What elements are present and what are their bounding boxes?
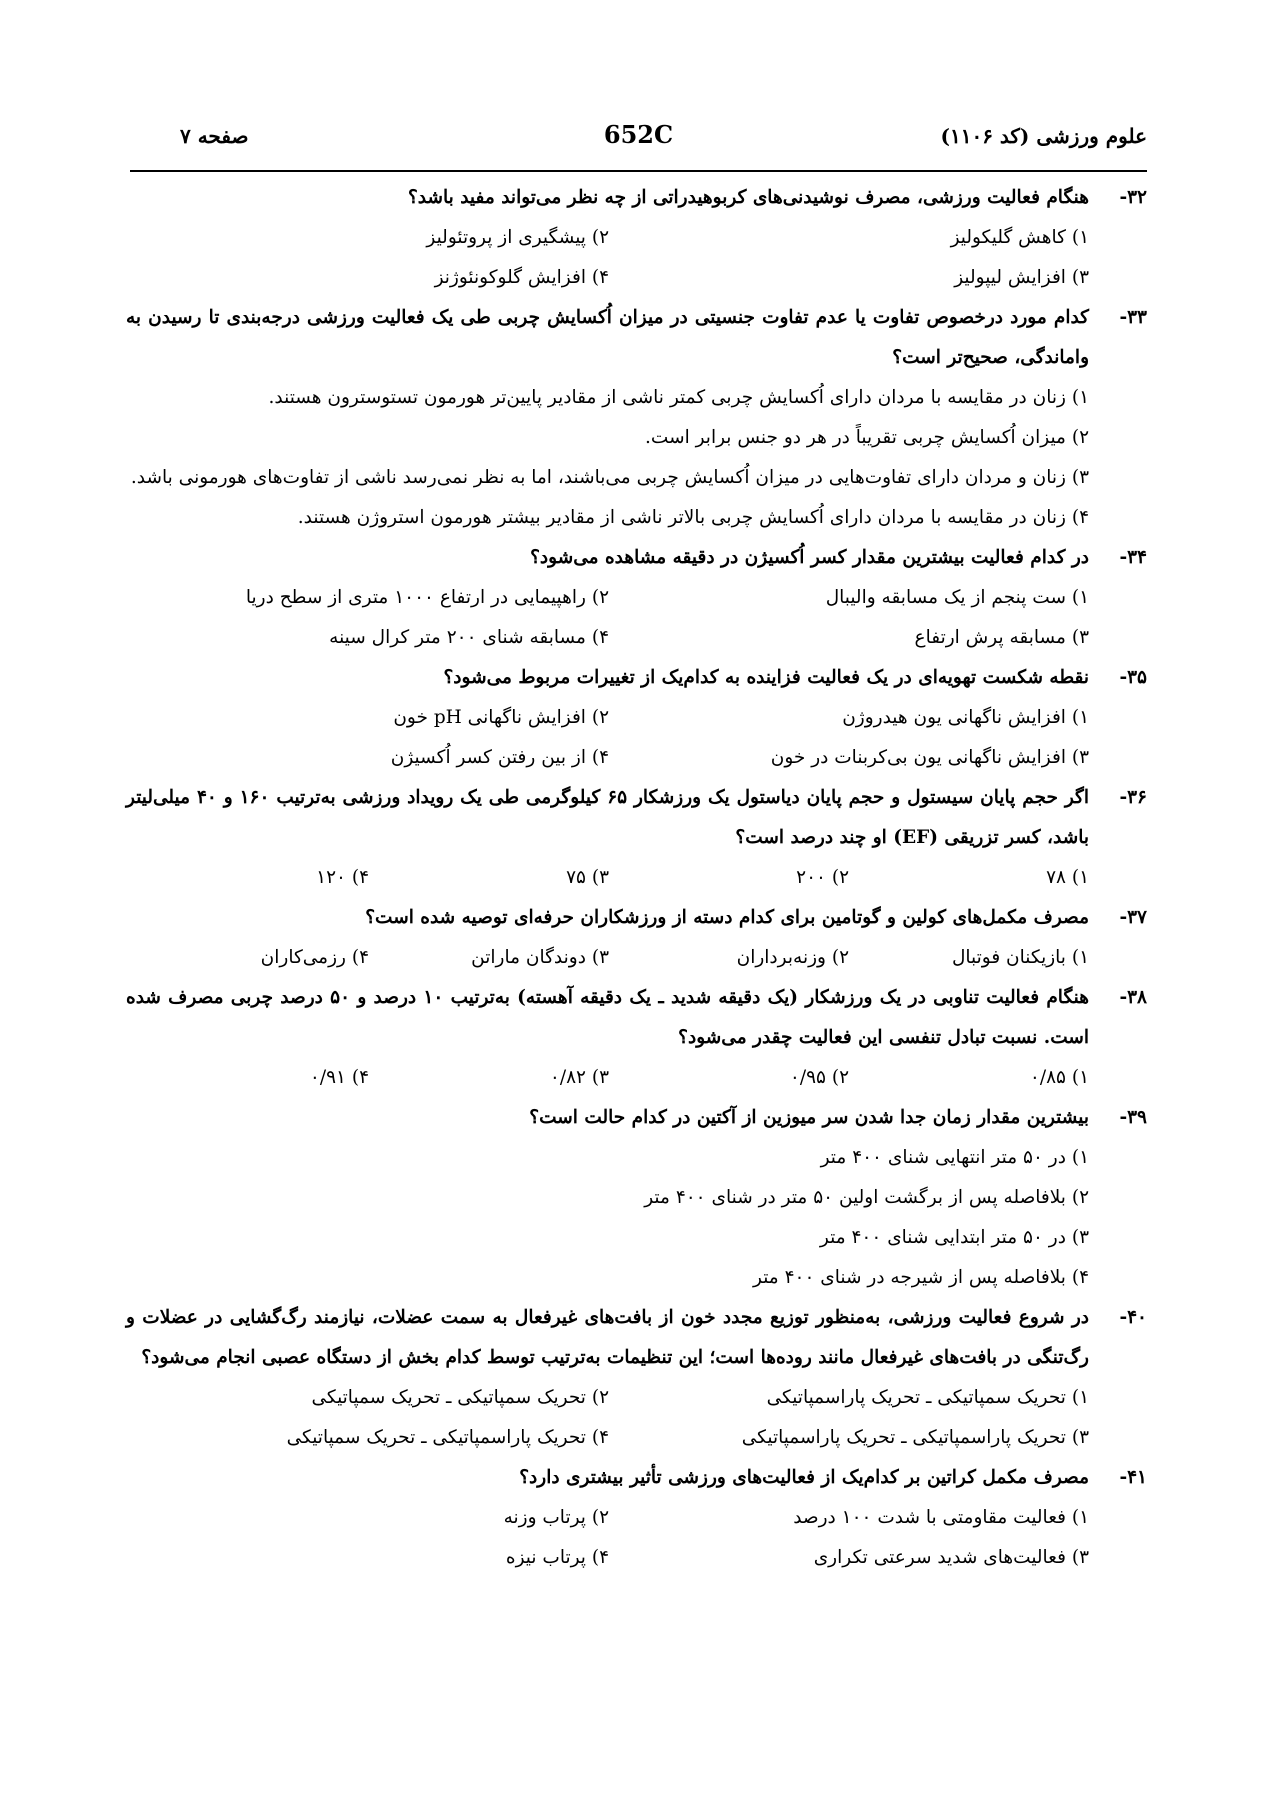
option-1[interactable]: ۱) بازیکنان فوتبال — [951, 947, 1089, 968]
option-1[interactable]: ۱) در ۵۰ متر انتهایی شنای ۴۰۰ متر — [820, 1147, 1089, 1168]
header-divider — [130, 170, 1147, 172]
options — [126, 1058, 1089, 1098]
question-number: ۳۹- — [1119, 1107, 1147, 1128]
option-4[interactable]: ۴) مسابقه شنای ۲۰۰ متر کرال سینه — [329, 627, 609, 648]
question-34 — [126, 538, 1147, 658]
option-2[interactable]: ۲) ۰/۹۵ — [789, 1067, 849, 1088]
question-number: ۳۶- — [1119, 787, 1147, 808]
options — [126, 1138, 1089, 1298]
question-text: هنگام فعالیت تناوبی در یک ورزشکار (یک دقیقه شدید ـ یک دقیقه آهسته) به‌ترتیب ۱۰ درصد و ۵۰ درصد چربی مصرف شده است. نسبت تبادل تنفسی این فعالیت چقدر می‌شود؟ — [126, 987, 1089, 1048]
option-2[interactable]: ۲) افزایش ناگهانی pH خون — [393, 707, 609, 728]
booklet-code: 652C — [603, 120, 674, 149]
option-3[interactable]: ۳) ۷۵ — [566, 867, 609, 888]
option-2[interactable]: ۲) تحریک سمپاتیکی ـ تحریک سمپاتیکی — [311, 1387, 609, 1408]
page-header — [130, 120, 1147, 154]
option-4[interactable]: ۴) ۱۲۰ — [316, 867, 369, 888]
options — [126, 378, 1089, 538]
option-3[interactable]: ۳) فعالیت‌های شدید سرعتی تکراری — [813, 1547, 1089, 1568]
option-2[interactable]: ۲) پیشگیری از پروتئولیز — [426, 227, 609, 248]
question-37 — [126, 898, 1147, 978]
options — [126, 1498, 1089, 1578]
options — [126, 218, 1089, 298]
question-text: در شروع فعالیت ورزشی، به‌منظور توزیع مجدد خون از بافت‌های غیرفعال به سمت عضلات، نیازمند رگ‌گشایی در عضلات و رگ‌تنگی در بافت‌های غیرفعال مانند روده‌ها است؛ این تنظیمات به‌ترتیب توسط کدام بخش از دستگاه عصبی انجام می‌شود؟ — [126, 1307, 1089, 1368]
question-number: ۴۰- — [1119, 1307, 1147, 1328]
question-40 — [126, 1298, 1147, 1458]
question-number: ۳۳- — [1119, 307, 1147, 328]
option-1[interactable]: ۱) تحریک سمپاتیکی ـ تحریک پاراسمپاتیکی — [766, 1387, 1089, 1408]
option-3[interactable]: ۳) افزایش لیپولیز — [954, 267, 1089, 288]
question-number: ۳۲- — [1119, 187, 1147, 208]
question-text: مصرف مکمل‌های کولین و گوتامین برای کدام دسته از ورزشکاران حرفه‌ای توصیه شده است؟ — [365, 907, 1089, 928]
options — [126, 1378, 1089, 1458]
question-text: در کدام فعالیت بیشترین مقدار کسر اُکسیژن در دقیقه مشاهده می‌شود؟ — [530, 547, 1089, 568]
question-35 — [126, 658, 1147, 778]
option-3[interactable]: ۳) زنان و مردان دارای تفاوت‌هایی در میزان اُکسایش چربی می‌باشند، اما به نظر نمی‌رسد ناشی از تفاوت‌های هورمونی باشد. — [130, 467, 1089, 488]
option-3[interactable]: ۳) در ۵۰ متر ابتدایی شنای ۴۰۰ متر — [819, 1227, 1089, 1248]
question-text: هنگام فعالیت ورزشی، مصرف نوشیدنی‌های کربوهیدراتی از چه نظر می‌تواند مفید باشد؟ — [407, 187, 1089, 208]
option-2[interactable]: ۲) پرتاب وزنه — [503, 1507, 609, 1528]
option-1[interactable]: ۱) ست پنجم از یک مسابقه والیبال — [825, 587, 1089, 608]
question-36 — [126, 778, 1147, 898]
option-4[interactable]: ۴) از بین رفتن کسر اُکسیژن — [390, 747, 609, 768]
options — [126, 858, 1089, 898]
option-1[interactable]: ۱) کاهش گلیکولیز — [950, 227, 1089, 248]
options — [126, 938, 1089, 978]
option-1[interactable]: ۱) فعالیت مقاومتی با شدت ۱۰۰ درصد — [793, 1507, 1089, 1528]
question-33 — [126, 298, 1147, 538]
option-1[interactable]: ۱) ۷۸ — [1046, 867, 1089, 888]
option-1[interactable]: ۱) زنان در مقایسه با مردان دارای اُکسایش چربی کمتر ناشی از مقادیر پایین‌تر هورمون تستوسترون هستند. — [268, 387, 1089, 408]
option-3[interactable]: ۳) افزایش ناگهانی یون بی‌کربنات در خون — [770, 747, 1089, 768]
question-32 — [126, 178, 1147, 298]
option-4[interactable]: ۴) پرتاب نیزه — [505, 1547, 609, 1568]
option-1[interactable]: ۱) افزایش ناگهانی یون هیدروژن — [842, 707, 1089, 728]
question-38 — [126, 978, 1147, 1098]
question-number: ۳۵- — [1119, 667, 1147, 688]
option-2[interactable]: ۲) ۲۰۰ — [796, 867, 849, 888]
option-3[interactable]: ۳) ۰/۸۲ — [549, 1067, 609, 1088]
option-4[interactable]: ۴) رزمی‌کاران — [260, 947, 369, 968]
page-number: صفحه ۷ — [180, 124, 249, 148]
question-39 — [126, 1098, 1147, 1298]
option-4[interactable]: ۴) بلافاصله پس از شیرجه در شنای ۴۰۰ متر — [753, 1267, 1089, 1288]
question-number: ۳۷- — [1119, 907, 1147, 928]
question-number: ۳۸- — [1119, 987, 1147, 1008]
question-41 — [126, 1458, 1147, 1578]
option-2[interactable]: ۲) راهپیمایی در ارتفاع ۱۰۰۰ متری از سطح دریا — [245, 587, 609, 608]
question-number: ۴۱- — [1119, 1467, 1147, 1488]
question-text: اگر حجم پایان سیستول و حجم پایان دیاستول یک ورزشکار ۶۵ کیلوگرمی طی یک رویداد ورزشی به‌ترتیب ۱۶۰ و ۴۰ میلی‌لیتر باشد، کسر تزریقی (EF) او چند درصد است؟ — [126, 787, 1089, 848]
option-4[interactable]: ۴) زنان در مقایسه با مردان دارای اُکسایش چربی بالاتر ناشی از مقادیر بیشتر هورمون استروژن هستند. — [297, 507, 1089, 528]
questions-list — [126, 178, 1147, 1578]
option-4[interactable]: ۴) ۰/۹۱ — [309, 1067, 369, 1088]
option-4[interactable]: ۴) افزایش گلوکونئوژنز — [434, 267, 609, 288]
option-1[interactable]: ۱) ۰/۸۵ — [1029, 1067, 1089, 1088]
question-text: نقطه شکست تهویه‌ای در یک فعالیت فزاینده به کدام‌یک از تغییرات مربوط می‌شود؟ — [443, 667, 1089, 688]
exam-title: علوم ورزشی (کد ۱۱۰۶) — [940, 124, 1147, 148]
option-3[interactable]: ۳) مسابقه پرش ارتفاع — [914, 627, 1089, 648]
option-2[interactable]: ۲) میزان اُکسایش چربی تقریباً در هر دو جنس برابر است. — [645, 427, 1089, 448]
option-4[interactable]: ۴) تحریک پاراسمپاتیکی ـ تحریک سمپاتیکی — [286, 1427, 609, 1448]
option-2[interactable]: ۲) وزنه‌برداران — [736, 947, 849, 968]
options — [126, 578, 1089, 658]
option-2[interactable]: ۲) بلافاصله پس از برگشت اولین ۵۰ متر در شنای ۴۰۰ متر — [644, 1187, 1089, 1208]
options — [126, 698, 1089, 778]
option-3[interactable]: ۳) دوندگان ماراتن — [471, 947, 609, 968]
question-number: ۳۴- — [1119, 547, 1147, 568]
question-text: کدام مورد درخصوص تفاوت یا عدم تفاوت جنسیتی در میزان اُکسایش چربی طی یک فعالیت ورزشی درجه‌بندی تا رسیدن به واماندگی، صحیح‌تر است؟ — [126, 307, 1089, 368]
option-3[interactable]: ۳) تحریک پاراسمپاتیکی ـ تحریک پاراسمپاتیکی — [741, 1427, 1089, 1448]
question-text: بیشترین مقدار زمان جدا شدن سر میوزین از آکتین در کدام حالت است؟ — [529, 1107, 1089, 1128]
question-text: مصرف مکمل کراتین بر کدام‌یک از فعالیت‌های ورزشی تأثیر بیشتری دارد؟ — [519, 1467, 1089, 1488]
